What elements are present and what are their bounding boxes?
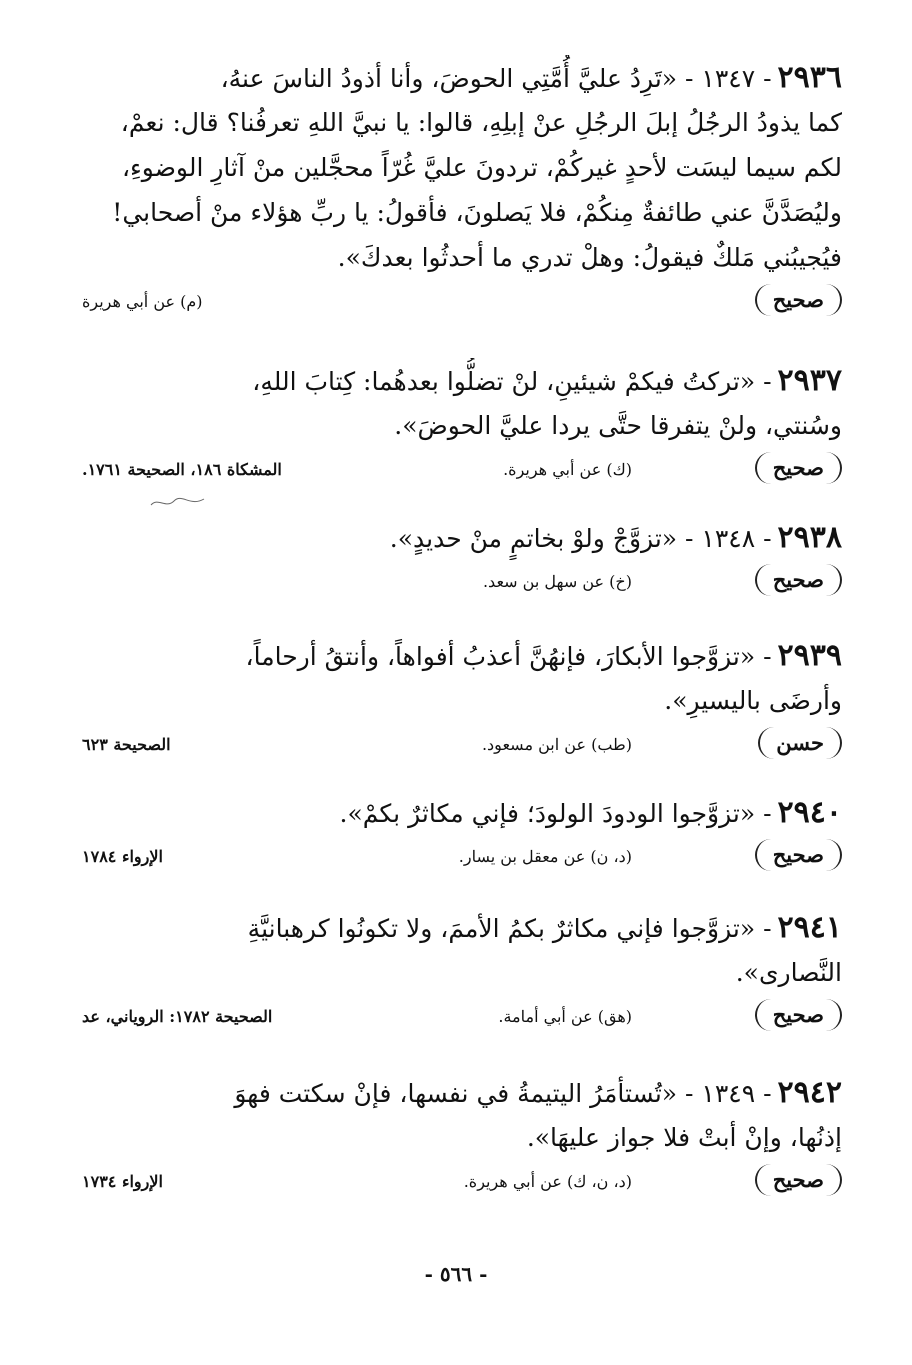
page-number: - ٥٦٦ - bbox=[424, 1262, 488, 1286]
source-reference: الإرواء ١٧٣٤ bbox=[82, 1172, 163, 1191]
grade-badge: صحيح bbox=[755, 284, 842, 316]
hadith-entry bbox=[82, 55, 842, 324]
hadith-line bbox=[82, 358, 842, 403]
hadith-text: - «تزوَّجوا الأبكارَ، فإنهُنَّ أعذبُ أفواهاً، وأنتقُ أرحاماً، bbox=[245, 642, 772, 671]
hadith-meta bbox=[82, 1160, 842, 1204]
hadith-line: إذنُها، وإنْ أبتْ فلا جواز عليهَا». bbox=[526, 1123, 842, 1152]
grade-badge: صحيح bbox=[755, 999, 842, 1031]
hadith-line: وسُنتي، ولنْ يتفرقا حتَّى يردا عليَّ الحوضَ». bbox=[394, 411, 842, 440]
hadith-line: النَّصارى». bbox=[735, 958, 842, 987]
hadith-meta bbox=[82, 835, 842, 879]
hadith-text: - ١٣٤٩ - «تُستأمَرُ اليتيمةُ في نفسها، فإنْ سكتت فهوَ bbox=[234, 1079, 772, 1108]
hadith-entry bbox=[82, 790, 842, 879]
hadith-line bbox=[82, 55, 842, 100]
source-reference: (م) عن أبي هريرة bbox=[82, 292, 203, 311]
grade-badge: صحيح bbox=[755, 564, 842, 596]
source-reference: الصحيحة ١٧٨٢: الروياني، عد bbox=[82, 1007, 273, 1026]
hadith-line: لكم سيما ليسَت لأحدٍ غيركُمْ، تردونَ عليَّ غُرّاً محجَّلين منْ آثارِ الوضوءِ، bbox=[121, 153, 842, 182]
hadith-number: ٢٩٣٩ bbox=[777, 638, 842, 673]
hadith-entry bbox=[82, 515, 842, 604]
source-narrator: (طب) عن ابن مسعود. bbox=[481, 735, 632, 754]
source-reference: (خ) عن سهل بن سعد. bbox=[482, 572, 632, 591]
hadith-line bbox=[82, 515, 842, 560]
hadith-number: ٢٩٣٨ bbox=[777, 520, 842, 555]
grade-badge: صحيح bbox=[755, 452, 842, 484]
hadith-text: - «تزوَّجوا الودودَ الولودَ؛ فإني مكاثرٌ بكمْ». bbox=[339, 799, 772, 828]
source-reference: المشكاة ١٨٦، الصحيحة ١٧٦١. bbox=[82, 460, 282, 479]
hadith-line bbox=[82, 633, 842, 678]
hadith-number: ٢٩٣٧ bbox=[777, 363, 842, 398]
hadith-entry bbox=[82, 358, 842, 492]
hadith-line: فيُجيبُني مَلكٌ فيقولُ: وهلْ تدري ما أحدثُوا بعدكَ». bbox=[337, 243, 842, 272]
hadith-meta bbox=[82, 560, 842, 604]
hadith-meta bbox=[82, 448, 842, 492]
hadith-text: - ١٣٤٨ - «تزوَّجْ ولوْ بخاتمٍ منْ حديدٍ». bbox=[389, 524, 772, 553]
hadith-number: ٢٩٤٠ bbox=[777, 795, 842, 830]
hadith-number: ٢٩٤١ bbox=[777, 910, 842, 945]
hadith-meta bbox=[82, 280, 842, 324]
source-narrator: (د، ن) عن معقل بن يسار. bbox=[458, 847, 632, 866]
hadith-line: وأرضَى باليسيرِ». bbox=[664, 686, 842, 715]
hadith-entry bbox=[82, 905, 842, 1039]
grade-badge: صحيح bbox=[755, 1164, 842, 1196]
grade-badge: حسن bbox=[758, 727, 842, 759]
source-narrator: (ك) عن أبي هريرة. bbox=[503, 460, 632, 479]
grade-badge: صحيح bbox=[755, 839, 842, 871]
hadith-number: ٢٩٣٦ bbox=[777, 60, 842, 95]
hadith-meta bbox=[82, 995, 842, 1039]
hadith-entry bbox=[82, 633, 842, 767]
hadith-line: وليُصَدَّنَّ عني طائفةٌ مِنكُمْ، فلا يَصلونَ، فأقولُ: يا ربِّ هؤلاء منْ أصحابي! bbox=[112, 198, 842, 227]
handwritten-mark bbox=[148, 493, 208, 513]
source-reference: الصحيحة ٦٢٣ bbox=[82, 735, 171, 754]
hadith-line: كما يذودُ الرجُلُ إبلَ الرجُلِ عنْ إبلِهِ، قالوا: يا نبيَّ اللهِ تعرفُنا؟ قال: نعمْ، bbox=[120, 108, 842, 137]
hadith-entry bbox=[82, 1070, 842, 1204]
source-reference: الإرواء ١٧٨٤ bbox=[82, 847, 163, 866]
hadith-text: - «تركتُ فيكمْ شيئينِ، لنْ تضلُّوا بعدهُما: كِتابَ اللهِ، bbox=[252, 367, 772, 396]
hadith-line bbox=[82, 1070, 842, 1115]
hadith-text: - «تزوَّجوا فإني مكاثرٌ بكمُ الأممَ، ولا تكونُوا كرهبانيَّةِ bbox=[247, 914, 772, 943]
source-narrator: (هق) عن أبي أمامة. bbox=[498, 1007, 632, 1026]
hadith-number: ٢٩٤٢ bbox=[777, 1075, 842, 1110]
source-narrator: (د، ن، ك) عن أبي هريرة. bbox=[463, 1172, 632, 1191]
hadith-text: - ١٣٤٧ - «تَرِدُ عليَّ أُمَّتِي الحوضَ، وأنا أذودُ الناسَ عنهُ، bbox=[220, 64, 772, 93]
hadith-line bbox=[82, 790, 842, 835]
hadith-line bbox=[82, 905, 842, 950]
hadith-meta bbox=[82, 723, 842, 767]
